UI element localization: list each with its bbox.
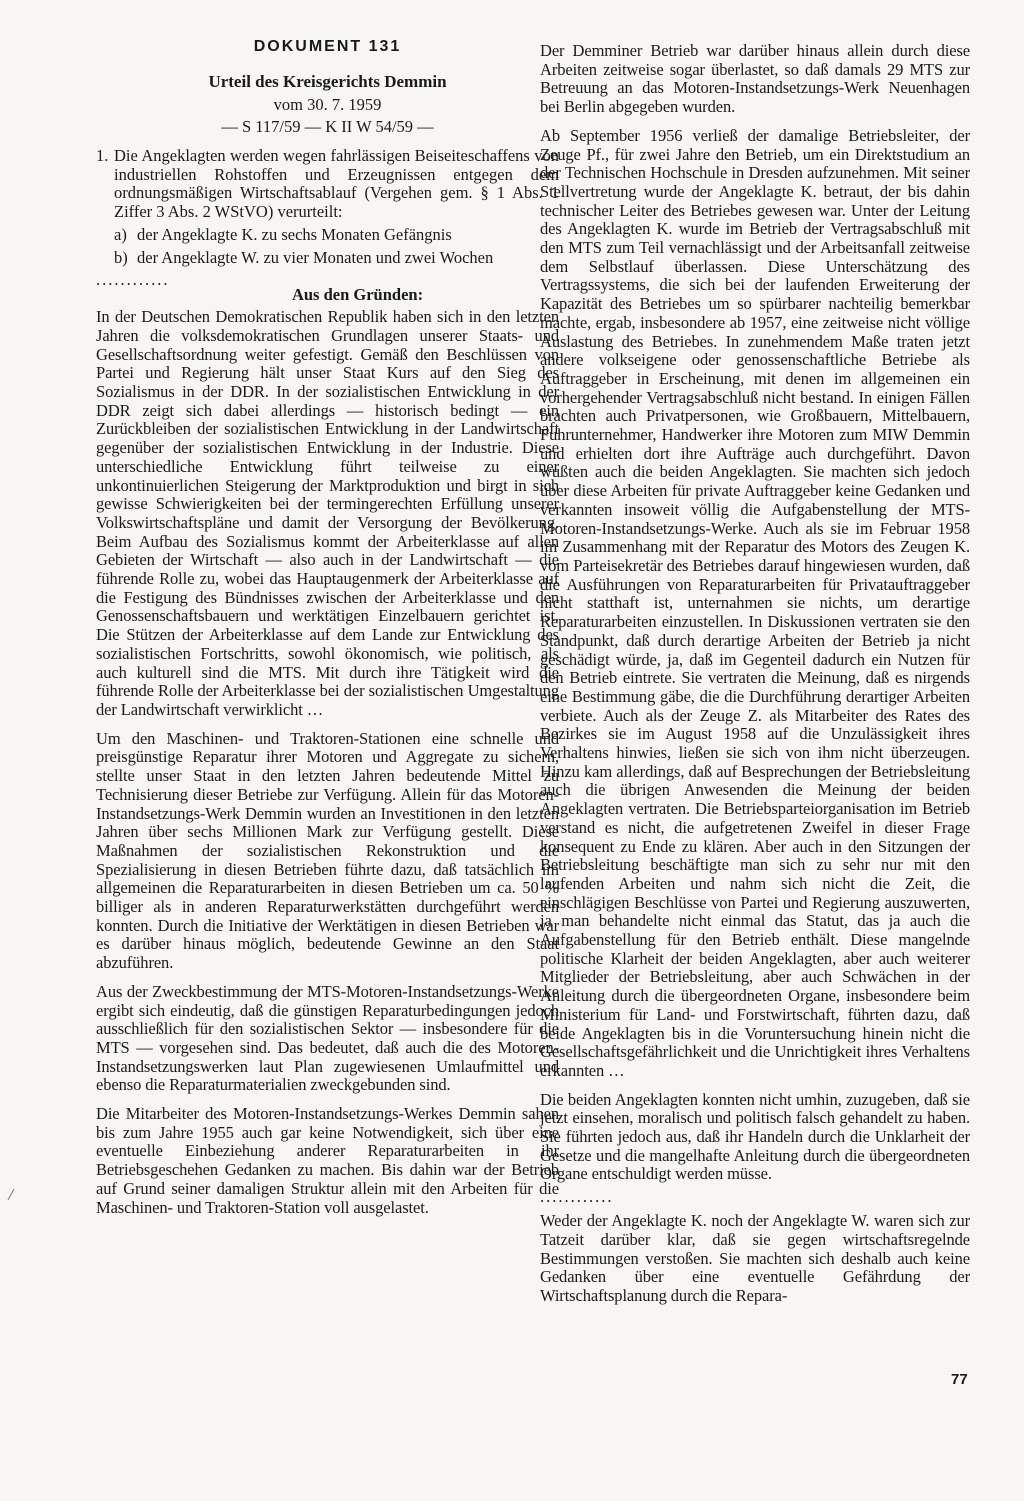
paragraph: Der Demminer Betrieb war darüber hinaus allein durch diese Arbeiten zeitweise sogar überlastet, so daß damals 29 MTS zur Betreuung an das Motoren-Instandsetzungs-Werk Neuenhagen bei Berlin abgegeben wurden.	[540, 41, 970, 117]
document-title: Urteil des Kreisgerichts Demmin	[208, 72, 447, 91]
left-column	[96, 38, 559, 1221]
sentence-item	[114, 226, 559, 245]
paragraph: Aus der Zweckbestimmung der MTS-Motoren-Instandsetzungs-Werke ergibt sich eindeutig, daß die günstigen Reparaturbedingungen jedoch ausschließlich für den sozialistischen Sektor — insbesondere für die MTS — vorgesehen sind. Das bedeutet, daß auch die des Motoren-Instandsetzungswerken laut Plan zugewiesenen Umlaufmittel und ebenso die Reparaturmaterialien zweckgebunden sind.	[96, 981, 559, 1095]
document-number: DOKUMENT 131	[253, 38, 402, 55]
omission-dots: ............	[96, 270, 170, 290]
paragraph: Die beiden Angeklagten konnten nicht umhin, zuzugeben, daß sie jetzt einsehen, moralisch und politisch falsch gehandelt zu haben. Sie führten jedoch aus, daß ihr Handeln durch die Unklarheit der Gesetze und die mangelhafte Anleitung durch die übergeordneten Organe entschuldigt werden müsse.	[540, 1089, 970, 1184]
right-column	[540, 42, 970, 1310]
paragraph: Weder der Angeklagte K. noch der Angeklagte W. waren sich zur Tatzeit darüber klar, daß sie gegen wirtschaftsregelnde Bestimmungen verstoßen. Sie machten sich deshalb auch keine Gedanken über eine eventuelle Gefährdung der Wirtschaftsplanung durch die Repara-	[540, 1211, 970, 1305]
sentence-letter: a)	[114, 224, 127, 244]
case-number: — S 117/59 — K II W 54/59 —	[221, 117, 434, 136]
omission-dots: ............	[540, 1187, 614, 1207]
sentence-text: der Angeklagte W. zu vier Monaten und zwei Wochen	[137, 247, 494, 267]
paragraph: Um den Maschinen- und Traktoren-Stationen eine schnelle und preisgünstige Reparatur ihrer Motoren und Aggregate zu sichern, stellte unser Staat in den letzten Jahren bedeutende Mittel zu Technisierung dieser Betriebe zur Verfügung. Allein für das Motoren-Instandsetzungs-Werk Demmin wurden an Investitionen in den letzten Jahren über sechs Millionen Mark zur Verfügung gestellt. Diese Maßnahmen der sozialistischen Rekonstruktion und die Spezialisierung in diesen Betrieben führte dazu, daß tatsächlich im allgemeinen die Reparaturarbeiten in diesen Betrieben um ca. 50 % billiger als in anderen Reparaturwerkstätten durchgeführt werden konnten. Durch die Initiative der Werktätigen in diesen Betrieben war es darüber hinaus möglich, bedeutende Gewinne an den Staat abzuführen.	[96, 728, 559, 973]
document-date: vom 30. 7. 1959	[273, 95, 382, 114]
paragraph: Ab September 1956 verließ der damalige Betriebsleiter, der Zeuge Pf., für zwei Jahre den Betrieb, um ein Direktstudium an der Technischen Hochschule in Dresden aufzunehmen. Mit seiner Stellvertretung wurde der Angeklagte K. betraut, der bis dahin technischer Leiter des Betriebes gewesen war. Unter der Leitung des Angeklagten K. wurde im Betrieb der Vertragsabschluß mit den MTS zum Teil vernachlässigt und der Arbeitsanfall zeitweise dem Selbstlauf überlassen. Diese Unterschätzung des Vertragssystems, die sich bei der laufenden Erweiterung der Kapazität des Betriebes um so spürbarer nachteilig bemerkbar machte, ergab, insbesondere ab 1957, eine zeitweise nicht völlige Auslastung des Betriebes. In zunehmendem Maße traten jetzt andere volkseigene oder genossenschaftliche Betriebe als Auftraggeber in Erscheinung, mit denen im allgemeinen ein vorhergehender Vertragsabschluß nicht bestand. In einigen Fällen brachten auch Privatpersonen, wie Großbauern, Mittelbauern, Fuhrunternehmer, Handwerker ihre Motoren zum MIW Demmin und erhielten dort ihre Aufträge auch durchgeführt. Davon wußten auch die beiden Angeklagten. Sie machten sich jedoch über diese Arbeiten für private Auftraggeber keine Gedanken und verkannten insoweit völlig die Aufgabenstellung der MTS-Motoren-Instandsetzungs-Werke. Auch als sie im Februar 1958 im Zusammenhang mit der Reparatur des Motors des Zeugen K. vom Parteisekretär des Betriebes darauf hingewiesen wurden, daß die Ausführungen von Reparaturarbeiten für Privatauftraggeber nicht statthaft ist, unternahmen sie nichts, um derartige Reparaturarbeiten einzustellen. In Diskussionen vertraten sie den Standpunkt, daß durch derartige Arbeiten der Betrieb ja nicht geschädigt würde, ja, daß im Gegenteil dadurch ein Nutzen für den Betrieb eintrete. Sie vertraten die Meinung, daß es nirgends eine Bestimmung gäbe, die die Durchführung derartiger Arbeiten verbiete. Auch als der Zeuge Z. als Mitarbeiter des Rates des Bezirkes sie im August 1958 auf die Unzulässigkeit ihres Verhaltens hinwies, ließen sie sich von ihm nicht überzeugen. Hinzu kam allerdings, daß auf Besprechungen der Betriebsleitung auch die übrigen Anwesenden die Meinung der beiden Angeklagten vertraten. Die Betriebsparteiorganisation im Betrieb verstand es nicht, die aufgetretenen Zweifel in dieser Frage konsequent zu Ende zu klären. Aber auch in den Sitzungen der Betriebsleitung beschäftigte man sich zu sehr nur mit den laufenden Arbeiten und nahm sich nicht die Zeit, die einschlägigen Beschlüsse von Partei und Regierung auszuwerten, ja man behandelte nicht einmal das Statut, das ja auch die Aufgabenstellung für den Betrieb enthält. Diese mangelnde politische Klarheit der beiden Angeklagten, aber auch weiterer Mitglieder der Betriebsleitung, aber auch Schwächen in der Anleitung durch die übergeordneten Organe, insbesondere beim Ministerium für Land- und Forstwirtschaft, führten dazu, daß beide Angeklagten bis in die Voruntersuchung hinein nicht die Gesellschaftsgefährlichkeit und die Unrichtigkeit ihres Verhaltens erkannten …	[540, 125, 970, 1080]
grounds-heading: Aus den Gründen:	[291, 285, 424, 305]
sentence-letter: b)	[114, 247, 128, 267]
verdict-text: Die Angeklagten werden wegen fahrlässigen Beiseiteschaffens von industriellen Rohstoffen und Erzeugnissen entgegen dem ordnungsmäßigen Wirtschaftsablauf (Vergehen gem. § 1 Abs. 1 Ziffer 3 Abs. 2 WStVO) verurteilt:	[114, 146, 559, 222]
verdict-item	[96, 147, 559, 267]
page-number: 77	[951, 1371, 968, 1388]
margin-pencil-mark	[6, 1187, 16, 1201]
paragraph: Die Mitarbeiter des Motoren-Instandsetzungs-Werkes Demmin sahen bis zum Jahre 1955 auch gar keine Notwendigkeit, sich über eine eventuelle Einbeziehung anderer Reparaturarbeiten in ihr Betriebsgeschehen Gedanken zu machen. Bis dahin war der Betrieb auf Grund seiner damaligen Struktur allein mit den Arbeiten für die Maschinen- und Traktoren-Station voll ausgelastet.	[96, 1104, 559, 1217]
sentence-item	[114, 249, 559, 268]
sentence-text: der Angeklagte K. zu sechs Monaten Gefängnis	[137, 224, 452, 244]
verdict-number: 1.	[96, 146, 109, 165]
paragraph: In der Deutschen Demokratischen Republik haben sich in den letzten Jahren die volksdemokratischen Grundlagen unserer Staats- und Gesellschaftsordnung weiter gefestigt. Gemäß den Beschlüssen von Partei und Regierung hält unser Staat Kurs auf den Sieg des Sozialismus in der DDR. In der sozialistischen Entwicklung in der DDR zeigt sich dabei allerdings — historisch bedingt — ein Zurückbleiben der sozialistischen Entwicklung in der Landwirtschaft gegenüber der sozialistischen Entwicklung in der Industrie. Diese unterschiedliche Entwicklung führt teilweise zu einer unkontinuierlichen Steigerung der Marktproduktion und birgt in sich gewisse Schwierigkeiten bei der termingerechten Erfüllung unserer Volkswirtschaftspläne und damit der Versorgung der Bevölkerung. Beim Aufbau des Sozialismus kommt der Arbeiterklasse auf allen Gebieten der Wirtschaft — also auch in der Landwirtschaft — die führende Rolle zu, wobei das Hauptaugenmerk der Arbeiterklasse auf die Festigung des Bündnisses zwischen der Arbeiterklasse und den Genossenschaftsbauern und werktätigen Einzelbauern gerichtet ist. Die Stützen der Arbeiterklasse auf dem Lande zur Entwicklung des sozialistischen Fortschritts, sowohl ökonomisch, wie politisch, als auch kulturell sind die MTS. Mit durch ihre Tätigkeit wird die führende Rolle der Arbeiterklasse bei der sozialistischen Umgestaltung der Landwirtschaft verwirklicht …	[96, 307, 559, 719]
